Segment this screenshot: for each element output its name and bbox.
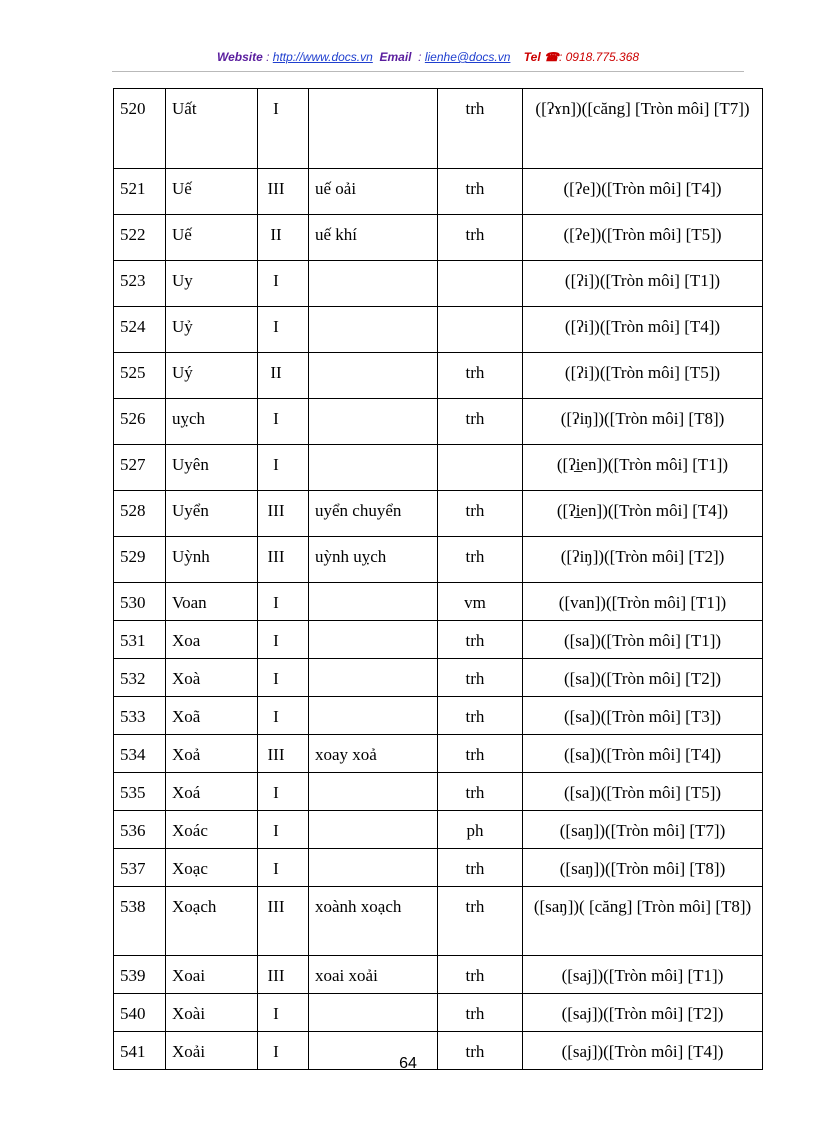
table-row bbox=[114, 445, 763, 491]
cell-word: uỵch bbox=[166, 399, 258, 445]
cell-style: trh bbox=[438, 887, 523, 956]
cell-ipa: ([sa])([Tròn môi] [T1]) bbox=[523, 621, 763, 659]
cell-num: 527 bbox=[114, 445, 166, 491]
cell-word: Xoa bbox=[166, 621, 258, 659]
cell-cls: I bbox=[258, 89, 309, 169]
cell-phrase bbox=[309, 659, 438, 697]
cell-phrase: uyển chuyển bbox=[309, 491, 438, 537]
cell-style: trh bbox=[438, 537, 523, 583]
table-row bbox=[114, 353, 763, 399]
cell-style: vm bbox=[438, 583, 523, 621]
cell-num: 534 bbox=[114, 735, 166, 773]
cell-ipa: ([saj])([Tròn môi] [T4]) bbox=[523, 1032, 763, 1070]
cell-word: Uyển bbox=[166, 491, 258, 537]
table-row bbox=[114, 491, 763, 537]
cell-word: Uất bbox=[166, 89, 258, 169]
cell-word: Uy bbox=[166, 261, 258, 307]
cell-num: 538 bbox=[114, 887, 166, 956]
cell-style: ph bbox=[438, 811, 523, 849]
cell-ipa: ([ʔi])([Tròn môi] [T1]) bbox=[523, 261, 763, 307]
cell-phrase: uế khí bbox=[309, 215, 438, 261]
cell-cls: III bbox=[258, 537, 309, 583]
cell-cls: III bbox=[258, 887, 309, 956]
website-link[interactable]: http://www.docs.vn bbox=[272, 50, 373, 64]
cell-ipa: ([saŋ])([Tròn môi] [T7]) bbox=[523, 811, 763, 849]
cell-num: 530 bbox=[114, 583, 166, 621]
table-row bbox=[114, 735, 763, 773]
table-row bbox=[114, 811, 763, 849]
cell-phrase bbox=[309, 621, 438, 659]
cell-cls: I bbox=[258, 697, 309, 735]
table-row bbox=[114, 399, 763, 445]
cell-cls: I bbox=[258, 261, 309, 307]
cell-phrase bbox=[309, 811, 438, 849]
cell-ipa: ([ʔe])([Tròn môi] [T5]) bbox=[523, 215, 763, 261]
cell-cls: I bbox=[258, 1032, 309, 1070]
tel-number: : 0918.775.368 bbox=[558, 50, 640, 64]
cell-style bbox=[438, 307, 523, 353]
cell-ipa: ([van])([Tròn môi] [T1]) bbox=[523, 583, 763, 621]
cell-cls: III bbox=[258, 169, 309, 215]
cell-style: trh bbox=[438, 491, 523, 537]
cell-ipa: ([saŋ])([Tròn môi] [T8]) bbox=[523, 849, 763, 887]
cell-cls: II bbox=[258, 215, 309, 261]
cell-num: 521 bbox=[114, 169, 166, 215]
cell-cls: I bbox=[258, 399, 309, 445]
table-row bbox=[114, 537, 763, 583]
cell-ipa: ([ʔiŋ])([Tròn môi] [T8]) bbox=[523, 399, 763, 445]
cell-num: 526 bbox=[114, 399, 166, 445]
cell-num: 524 bbox=[114, 307, 166, 353]
cell-style: trh bbox=[438, 353, 523, 399]
table-row bbox=[114, 583, 763, 621]
email-link[interactable]: lienhe@docs.vn bbox=[424, 50, 511, 64]
cell-word: Xoả bbox=[166, 735, 258, 773]
cell-word: Uỳnh bbox=[166, 537, 258, 583]
cell-phrase bbox=[309, 307, 438, 353]
cell-cls: I bbox=[258, 773, 309, 811]
table-row bbox=[114, 994, 763, 1032]
cell-num: 533 bbox=[114, 697, 166, 735]
cell-ipa: ([ʔiŋ])([Tròn môi] [T2]) bbox=[523, 537, 763, 583]
cell-ipa: ([ʔi̲en])([Tròn môi] [T4]) bbox=[523, 491, 763, 537]
cell-word: Xoà bbox=[166, 659, 258, 697]
cell-ipa: ([ʔi])([Tròn môi] [T5]) bbox=[523, 353, 763, 399]
table-row bbox=[114, 89, 763, 169]
table-row bbox=[114, 659, 763, 697]
cell-phrase: uỳnh uỵch bbox=[309, 537, 438, 583]
cell-phrase: xoay xoả bbox=[309, 735, 438, 773]
cell-style: trh bbox=[438, 215, 523, 261]
cell-phrase bbox=[309, 353, 438, 399]
cell-cls: III bbox=[258, 491, 309, 537]
cell-cls: II bbox=[258, 353, 309, 399]
table-row bbox=[114, 261, 763, 307]
page-number: 64 bbox=[399, 1055, 417, 1072]
cell-style bbox=[438, 261, 523, 307]
cell-cls: I bbox=[258, 811, 309, 849]
cell-word: Xoạch bbox=[166, 887, 258, 956]
cell-style: trh bbox=[438, 956, 523, 994]
cell-word: Xoã bbox=[166, 697, 258, 735]
cell-num: 531 bbox=[114, 621, 166, 659]
cell-ipa: ([sa])([Tròn môi] [T2]) bbox=[523, 659, 763, 697]
cell-word: Uỷ bbox=[166, 307, 258, 353]
cell-word: Uế bbox=[166, 215, 258, 261]
cell-cls: III bbox=[258, 735, 309, 773]
cell-ipa: ([sa])([Tròn môi] [T5]) bbox=[523, 773, 763, 811]
cell-style: trh bbox=[438, 735, 523, 773]
cell-cls: III bbox=[258, 956, 309, 994]
cell-word: Uyên bbox=[166, 445, 258, 491]
email-label: Email bbox=[379, 50, 412, 64]
cell-word: Xoài bbox=[166, 994, 258, 1032]
cell-phrase: uế oải bbox=[309, 169, 438, 215]
cell-word: Xoạc bbox=[166, 849, 258, 887]
table-row bbox=[114, 215, 763, 261]
cell-num: 537 bbox=[114, 849, 166, 887]
cell-phrase bbox=[309, 445, 438, 491]
table-row bbox=[114, 621, 763, 659]
phonetic-table bbox=[113, 88, 763, 1070]
cell-num: 529 bbox=[114, 537, 166, 583]
cell-word: Xoá bbox=[166, 773, 258, 811]
cell-phrase bbox=[309, 261, 438, 307]
cell-style: trh bbox=[438, 89, 523, 169]
table-row bbox=[114, 773, 763, 811]
cell-style: trh bbox=[438, 994, 523, 1032]
cell-phrase bbox=[309, 773, 438, 811]
table-body bbox=[114, 89, 763, 1070]
cell-phrase bbox=[309, 583, 438, 621]
cell-style: trh bbox=[438, 1032, 523, 1070]
cell-num: 532 bbox=[114, 659, 166, 697]
table-row bbox=[114, 169, 763, 215]
cell-word: Uý bbox=[166, 353, 258, 399]
cell-word: Uế bbox=[166, 169, 258, 215]
cell-word: Xoải bbox=[166, 1032, 258, 1070]
table-row bbox=[114, 956, 763, 994]
table-row bbox=[114, 887, 763, 956]
cell-phrase bbox=[309, 399, 438, 445]
cell-style: trh bbox=[438, 697, 523, 735]
table-row bbox=[114, 697, 763, 735]
cell-cls: I bbox=[258, 621, 309, 659]
cell-ipa: ([ʔi])([Tròn môi] [T4]) bbox=[523, 307, 763, 353]
cell-word: Xoác bbox=[166, 811, 258, 849]
cell-phrase bbox=[309, 89, 438, 169]
page-header: Website : http://www.docs.vn Email : lienhe@docs.vn Tel ☎: 0918.775.368 bbox=[216, 50, 640, 64]
website-label: Website bbox=[216, 50, 263, 64]
phone-icon: ☎ bbox=[544, 50, 559, 64]
cell-ipa: ([ʔe])([Tròn môi] [T4]) bbox=[523, 169, 763, 215]
cell-num: 528 bbox=[114, 491, 166, 537]
cell-word: Xoai bbox=[166, 956, 258, 994]
cell-num: 539 bbox=[114, 956, 166, 994]
cell-num: 535 bbox=[114, 773, 166, 811]
cell-style: trh bbox=[438, 773, 523, 811]
cell-style: trh bbox=[438, 621, 523, 659]
cell-ipa: ([sa])([Tròn môi] [T3]) bbox=[523, 697, 763, 735]
cell-num: 522 bbox=[114, 215, 166, 261]
cell-phrase bbox=[309, 849, 438, 887]
cell-ipa: ([sa])([Tròn môi] [T4]) bbox=[523, 735, 763, 773]
cell-style: trh bbox=[438, 399, 523, 445]
table-row bbox=[114, 307, 763, 353]
cell-cls: I bbox=[258, 994, 309, 1032]
cell-style: trh bbox=[438, 849, 523, 887]
cell-cls: I bbox=[258, 583, 309, 621]
cell-cls: I bbox=[258, 659, 309, 697]
cell-ipa: ([saŋ])( [căng] [Tròn môi] [T8]) bbox=[523, 887, 763, 956]
cell-ipa: ([ʔi̲en])([Tròn môi] [T1]) bbox=[523, 445, 763, 491]
cell-phrase bbox=[309, 994, 438, 1032]
cell-num: 525 bbox=[114, 353, 166, 399]
cell-phrase: xoai xoải bbox=[309, 956, 438, 994]
cell-phrase bbox=[309, 697, 438, 735]
cell-word: Voan bbox=[166, 583, 258, 621]
cell-style: trh bbox=[438, 169, 523, 215]
header-divider bbox=[112, 71, 744, 72]
cell-ipa: ([saj])([Tròn môi] [T2]) bbox=[523, 994, 763, 1032]
cell-num: 536 bbox=[114, 811, 166, 849]
cell-ipa: ([ʔɤn])([căng] [Tròn môi] [T7]) bbox=[523, 89, 763, 169]
cell-num: 523 bbox=[114, 261, 166, 307]
cell-ipa: ([saj])([Tròn môi] [T1]) bbox=[523, 956, 763, 994]
cell-style bbox=[438, 445, 523, 491]
cell-num: 541 bbox=[114, 1032, 166, 1070]
table-row bbox=[114, 849, 763, 887]
cell-cls: I bbox=[258, 445, 309, 491]
cell-num: 520 bbox=[114, 89, 166, 169]
tel-label: Tel bbox=[523, 50, 541, 64]
cell-cls: I bbox=[258, 307, 309, 353]
cell-style: trh bbox=[438, 659, 523, 697]
cell-num: 540 bbox=[114, 994, 166, 1032]
cell-cls: I bbox=[258, 849, 309, 887]
cell-phrase: xoành xoạch bbox=[309, 887, 438, 956]
